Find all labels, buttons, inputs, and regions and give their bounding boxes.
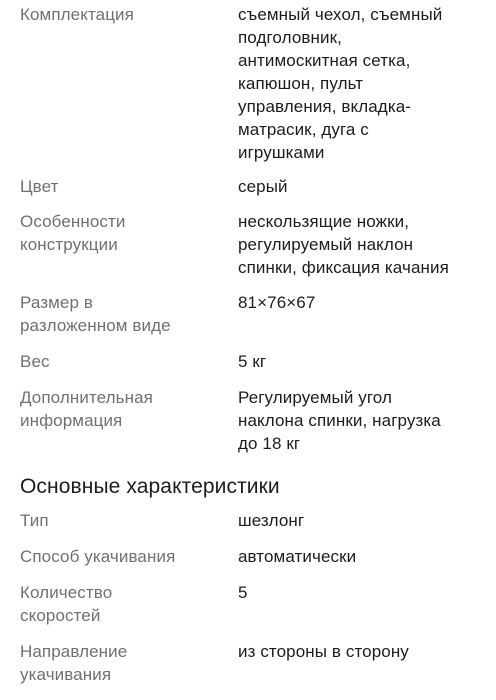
- spec-row-komplektatsiya: [20, 3, 490, 164]
- spec-label-line: Комплектация: [20, 5, 134, 24]
- spec-value-line: до 18 кг: [238, 434, 301, 453]
- spec-row-tsvet: [20, 175, 490, 198]
- spec-value-line: серый: [238, 177, 288, 196]
- spec-row-osobennosti: [20, 210, 490, 279]
- spec-value-line: капюшон, пульт: [238, 74, 364, 93]
- spec-label-line: Дополнительная: [20, 388, 153, 407]
- spec-label-line: Способ укачивания: [20, 547, 176, 566]
- spec-value-line: автоматически: [238, 547, 357, 566]
- spec-row-ves: [20, 350, 490, 373]
- spec-value-line: 5: [238, 583, 248, 602]
- spec-label-line: Направление: [20, 642, 128, 661]
- spec-label: [20, 386, 238, 432]
- spec-label-line: Тип: [20, 511, 49, 530]
- spec-label: [20, 3, 238, 26]
- spec-label-line: Количество: [20, 583, 113, 602]
- spec-value: [238, 291, 490, 314]
- spec-label-line: укачивания: [20, 665, 112, 684]
- spec-label-line: информация: [20, 411, 123, 430]
- spec-row-sposob: [20, 545, 490, 568]
- spec-value: [238, 210, 490, 279]
- spec-value: [238, 581, 490, 604]
- spec-label-line: Цвет: [20, 177, 59, 196]
- spec-value-line: Регулируемый угол: [238, 388, 392, 407]
- spec-row-napravlenie: [20, 640, 490, 686]
- spec-value-line: регулируемый наклон: [238, 235, 414, 254]
- spec-value: [238, 509, 490, 532]
- spec-value: [238, 386, 490, 455]
- spec-value-line: 5 кг: [238, 352, 267, 371]
- spec-value: [238, 640, 490, 663]
- spec-row-kolichestvo: [20, 581, 490, 627]
- spec-row-tip: [20, 509, 490, 532]
- spec-value-line: наклона спинки, нагрузка: [238, 411, 441, 430]
- spec-value-line: нескользящие ножки,: [238, 212, 410, 231]
- spec-value: [238, 545, 490, 568]
- spec-label-line: скоростей: [20, 606, 101, 625]
- spec-label: [20, 350, 238, 373]
- spec-label: [20, 640, 238, 686]
- spec-label: [20, 545, 238, 568]
- spec-value: [238, 3, 490, 164]
- spec-label: [20, 291, 238, 337]
- spec-value: [238, 175, 490, 198]
- spec-value-line: съемный чехол, съемный: [238, 5, 443, 24]
- spec-value-line: из стороны в сторону: [238, 642, 409, 661]
- spec-value-line: спинки, фиксация качания: [238, 258, 449, 277]
- spec-value-line: игрушками: [238, 143, 325, 162]
- spec-label: [20, 210, 238, 256]
- spec-row-dopolnitelnaya: [20, 386, 490, 455]
- spec-value-line: управления, вкладка-: [238, 97, 412, 116]
- spec-value: [238, 350, 490, 373]
- spec-label-line: конструкции: [20, 235, 118, 254]
- spec-label-line: разложенном виде: [20, 316, 171, 335]
- spec-label-line: Размер в: [20, 293, 93, 312]
- spec-value-line: 81×76×67: [238, 293, 316, 312]
- section-title-main-specs: Основные характеристики: [20, 475, 280, 498]
- spec-label: [20, 175, 238, 198]
- spec-value-line: шезлонг: [238, 511, 305, 530]
- spec-label-line: Особенности: [20, 212, 126, 231]
- spec-value-line: подголовник,: [238, 28, 342, 47]
- spec-value-line: антимоскитная сетка,: [238, 51, 411, 70]
- spec-label: [20, 509, 238, 532]
- spec-label-line: Вес: [20, 352, 50, 371]
- spec-label: [20, 581, 238, 627]
- spec-row-razmer: [20, 291, 490, 337]
- spec-value-line: матрасик, дуга с: [238, 120, 369, 139]
